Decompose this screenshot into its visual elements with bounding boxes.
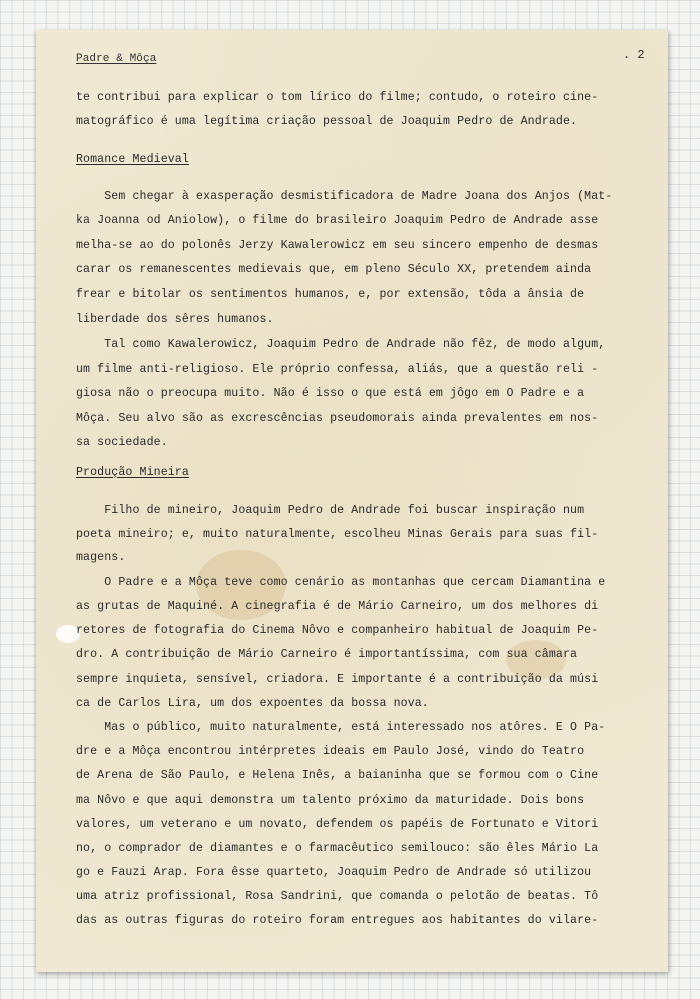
text-line: carar os remanescentes medievais que, em pleno Século XX, pretendem ainda [76,263,592,276]
text-line: sa sociedade. [76,436,168,449]
text-line: ka Joanna od Aniolow), o filme do brasileiro Joaquim Pedro de Andrade asse [76,214,599,227]
text-line: de Arena de São Paulo, e Helena Inês, a baianinha que se formou com o Cine [76,769,599,782]
text-line: go e Fauzi Arap. Fora êsse quarteto, Joaquim Pedro de Andrade só utilizou [76,866,592,879]
text-line: valores, um veterano e um novato, defendem os papéis de Fortunato e Vitori [76,818,599,831]
text-line: matográfico é uma legítima criação pessoal de Joaquim Pedro de Andrade. [76,115,578,128]
section-heading: Produção Mineira [76,466,189,479]
text-line: Sem chegar à exasperação desmistificadora de Madre Joana dos Anjos (Mat- [76,190,613,203]
text-line: retores de fotografia do Cinema Nôvo e companheiro habitual de Joaquim Pe- [76,624,599,637]
text-line: Môça. Seu alvo são as excrescências pseudomorais ainda prevalentes em nos- [76,412,599,425]
text-line: sempre inquieta, sensível, criadora. E importante é a contribuição da músi [76,673,599,686]
page-number: . 2 [623,48,645,62]
text-line: dro. A contribuição de Mário Carneiro é importantíssima, com sua câmara [76,648,578,661]
text-line: um filme anti-religioso. Ele próprio confessa, aliás, que a questão reli - [76,363,599,376]
text-line: Mas o público, muito naturalmente, está interessado nos atôres. E O Pa- [76,721,606,734]
text-line: O Padre e a Môça teve como cenário as montanhas que cercam Diamantina e [76,576,606,589]
text-line: ma Nôvo e que aqui demonstra um talento próximo da maturidade. Dois bons [76,794,585,807]
text-line: uma atriz profissional, Rosa Sandrini, que comanda o pelotão de beatas. Tô [76,890,599,903]
typewritten-page [36,30,668,972]
text-line: poeta mineiro; e, muito naturalmente, escolheu Minas Gerais para suas fil- [76,528,599,541]
text-line: magens. [76,551,126,564]
text-line: das as outras figuras do roteiro foram entregues aos habitantes do vilare- [76,914,599,927]
text-line: te contribui para explicar o tom lírico do filme; contudo, o roteiro cine- [76,91,599,104]
text-line: as grutas de Maquiné. A cinegrafia é de Mário Carneiro, um dos melhores di [76,600,599,613]
text-line: frear e bitolar os sentimentos humanos, e, por extensão, tôda a ânsia de [76,288,585,301]
running-title: Padre & Môça [76,53,157,65]
text-line: liberdade dos sêres humanos. [76,313,274,326]
text-line: Filho de mineiro, Joaquim Pedro de Andrade foi buscar inspiração num [76,504,585,517]
text-line: Tal como Kawalerowicz, Joaquim Pedro de Andrade não fêz, de modo algum, [76,338,606,351]
section-heading: Romance Medieval [76,153,189,166]
text-line: melha-se ao do polonês Jerzy Kawalerowicz em seu sincero empenho de desmas [76,239,599,252]
text-line: ca de Carlos Lira, um dos expoentes da bossa nova. [76,697,429,710]
text-line: dre e a Môça encontrou intérpretes ideais em Paulo José, vindo do Teatro [76,745,585,758]
text-line: giosa não o preocupa muito. Não é isso o que está em jôgo em O Padre e a [76,387,585,400]
text-line: no, o comprador de diamantes e o farmacêutico semilouco: são êles Mário La [76,842,599,855]
